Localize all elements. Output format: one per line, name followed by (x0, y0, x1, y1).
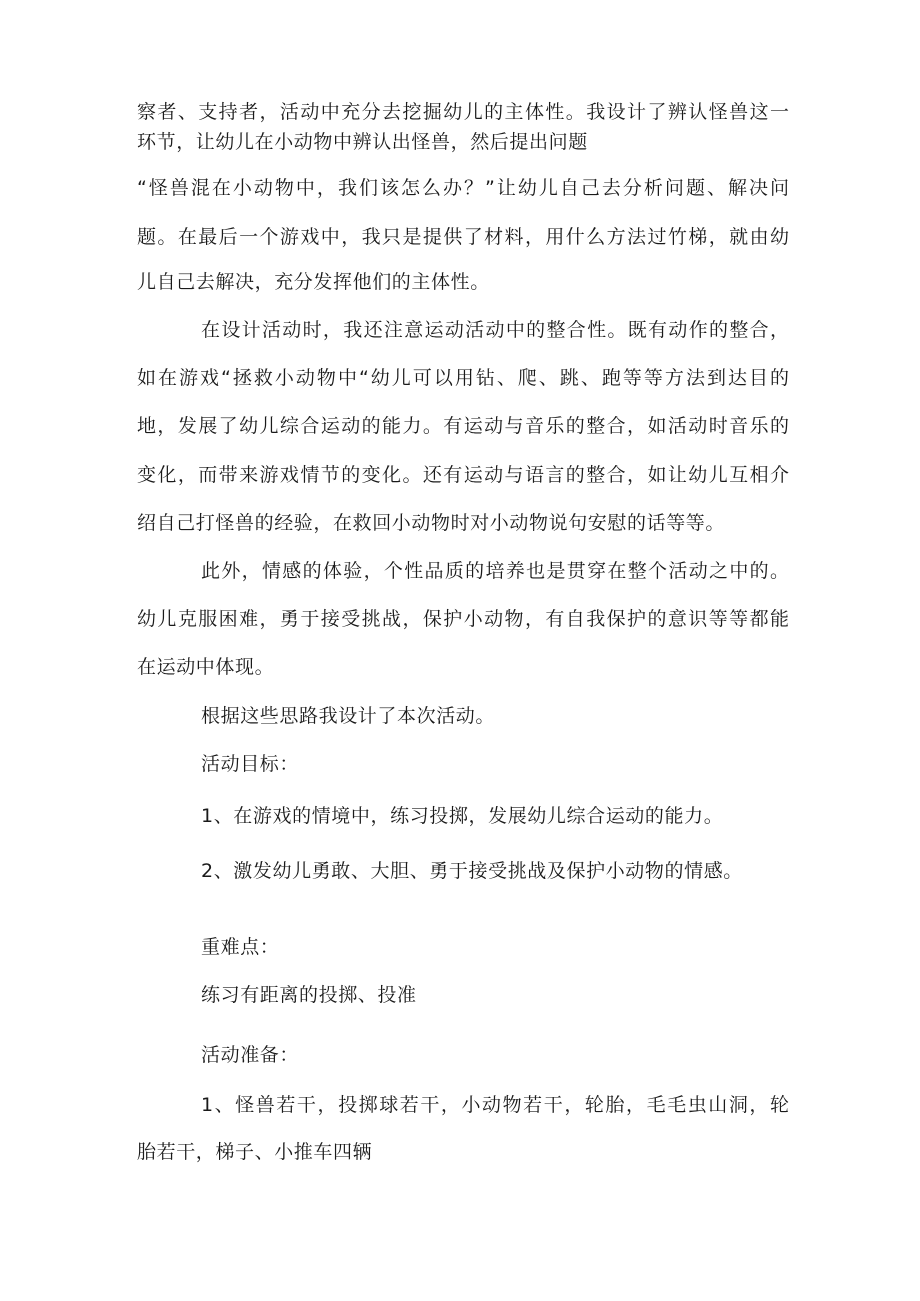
list-item-continuation: 胎若干，梯子、小推车四辆 (137, 1141, 373, 1163)
paragraph-line: 练习有距离的投掷、投准 (201, 984, 417, 1006)
paragraph-line: 儿自己去解决，充分发挥他们的主体性。 (137, 271, 490, 293)
section-heading: 活动准备： (201, 1044, 300, 1066)
paragraph-line: 此外，情感的体验，个性品质的培养也是贯穿在整个活动之中的。 (201, 560, 789, 582)
paragraph-line: 变化，而带来游戏情节的变化。还有运动与语言的整合，如让幼儿互相介 (137, 464, 789, 486)
list-item: 2、激发幼儿勇敢、大胆、勇于接受挑战及保护小动物的情感。 (201, 860, 743, 882)
list-item: 1、在游戏的情境中，练习投掷，发展幼儿综合运动的能力。 (201, 805, 724, 827)
section-heading: 活动目标： (201, 753, 300, 775)
paragraph-line: 环节，让幼儿在小动物中辨认出怪兽，然后提出问题 (137, 131, 588, 153)
paragraph-line: 在设计活动时，我还注意运动活动中的整合性。既有动作的整合， (201, 319, 789, 341)
paragraph-line: 题。在最后一个游戏中，我只是提供了材料，用什么方法过竹梯，就由幼 (137, 226, 789, 248)
section-heading: 重难点： (201, 936, 280, 958)
paragraph-line: 在运动中体现。 (137, 656, 275, 678)
paragraph-line: 如在游戏“拯救小动物中“幼儿可以用钻、爬、跳、跑等等方法到达目的 (137, 367, 789, 389)
paragraph-line: 地，发展了幼儿综合运动的能力。有运动与音乐的整合，如活动时音乐的 (137, 415, 789, 437)
paragraph-line: 幼儿克服困难，勇于接受挑战，保护小动物，有自我保护的意识等等都能 (137, 608, 789, 630)
list-item: 1、怪兽若干，投掷球若干，小动物若干，轮胎，毛毛虫山洞，轮 (201, 1094, 789, 1116)
paragraph-line: “怪兽混在小动物中，我们该怎么办？”让幼儿自己去分析问题、解决问 (137, 177, 789, 199)
paragraph-line: 察者、支持者，活动中充分去挖掘幼儿的主体性。我设计了辨认怪兽这一 (137, 101, 789, 123)
paragraph-line: 根据这些思路我设计了本次活动。 (201, 705, 496, 727)
paragraph-line: 绍自己打怪兽的经验，在救回小动物时对小动物说句安慰的话等等。 (137, 512, 726, 534)
